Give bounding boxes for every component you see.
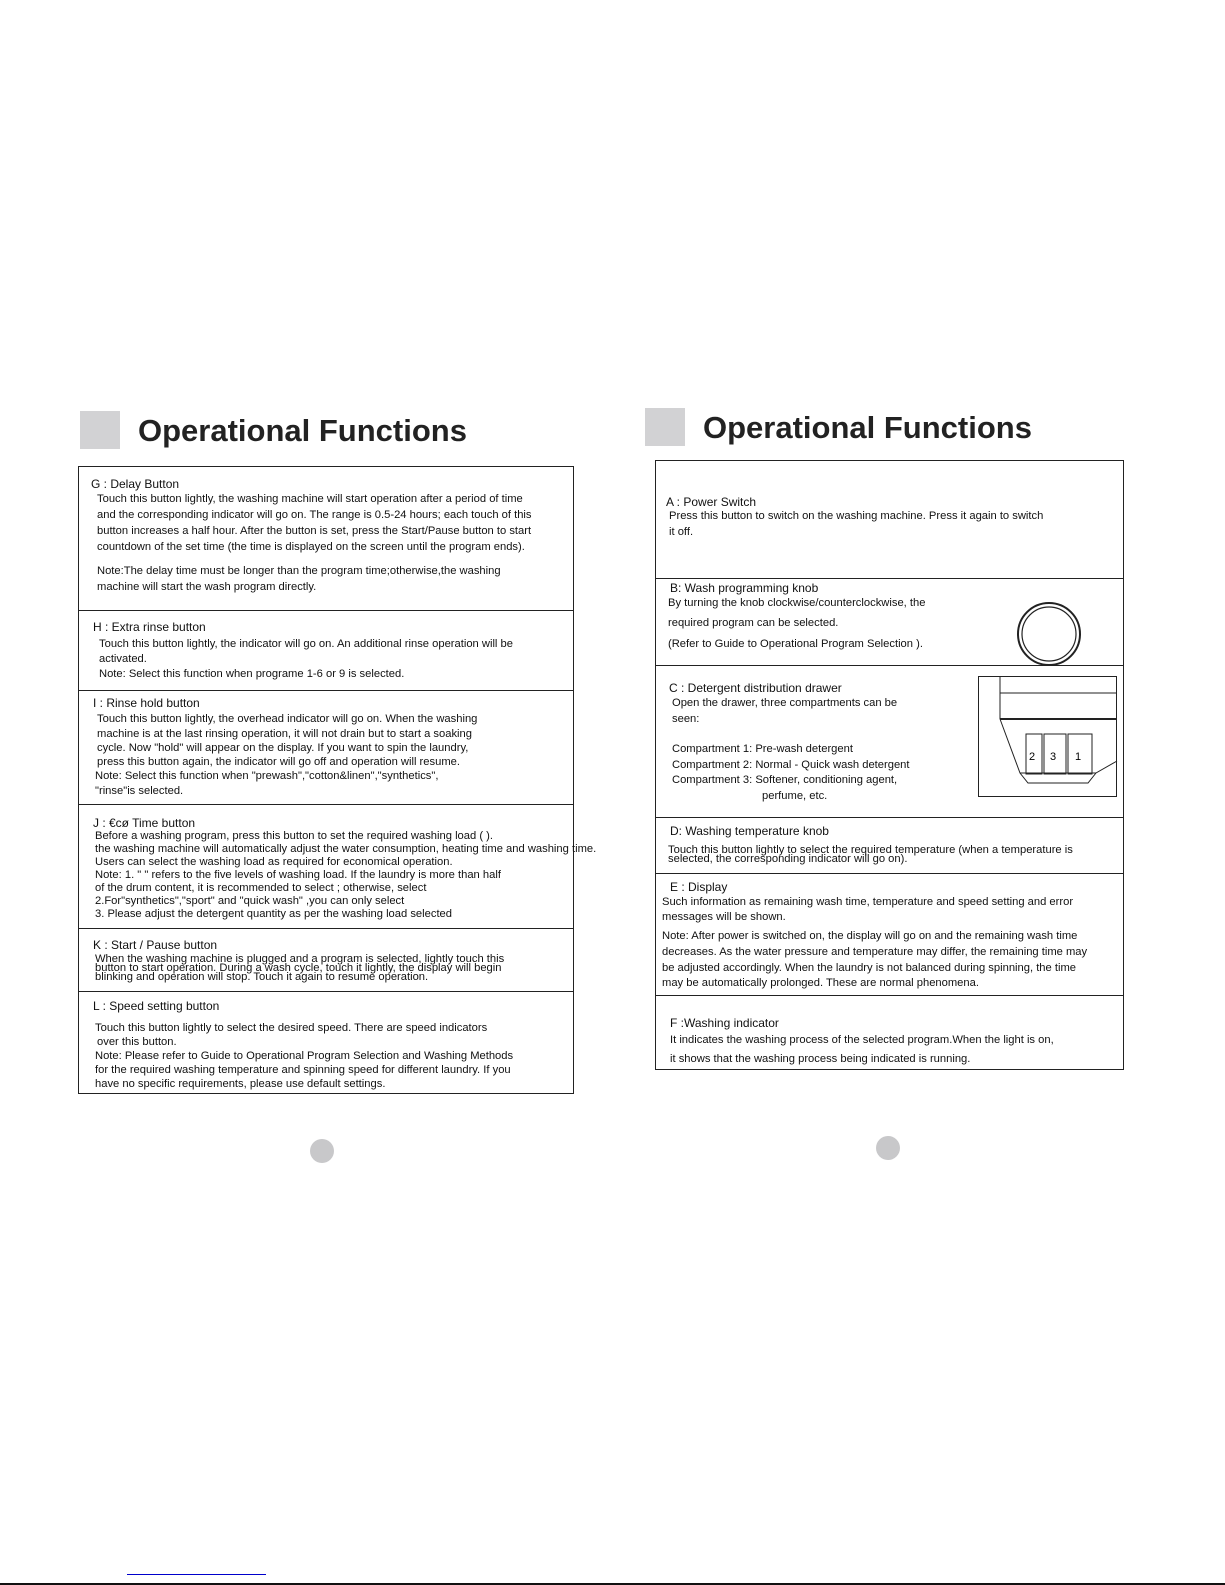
section-text-line: 2.For"synthetics","sport" and "quick wash" ,you can only select (95, 895, 405, 907)
section-heading: E : Display (670, 880, 728, 894)
section-text-line: have no specific requirements, please use default settings. (95, 1078, 386, 1090)
section-text-line: for the required washing temperature and spinning speed for different laundry. If you (95, 1064, 511, 1076)
compartment-label: 3 (1050, 751, 1057, 763)
section-text-line: "rinse"is selected. (95, 785, 184, 797)
section-marker (80, 411, 120, 449)
section-heading: K : Start / Pause button (93, 938, 218, 952)
left-functions-box (78, 466, 597, 1094)
section-text-line: Note: Select this function when programe 1-6 or 9 is selected. (99, 668, 405, 680)
section-text-line: button to start operation. During a wash cycle, touch it lightly, the display will begin (95, 962, 502, 974)
section-text-line: By turning the knob clockwise/counterclockwise, the (668, 597, 926, 609)
section-heading: A : Power Switch (666, 495, 757, 509)
function-section-j (79, 804, 597, 928)
page-title-right: Operational Functions (703, 410, 1032, 445)
section-text-line: Note: Select this function when "prewash","cotton&linen","synthetics", (95, 770, 439, 782)
section-heading: F :Washing indicator (670, 1016, 779, 1030)
compartment-label: 2 (1029, 751, 1036, 763)
program-knob-illustration (1016, 601, 1082, 667)
section-text-line: it off. (669, 526, 694, 538)
section-text-line: Note: Please refer to Guide to Operational Program Selection and Washing Methods (95, 1050, 514, 1062)
section-heading: L : Speed setting button (93, 999, 220, 1013)
section-text-line: Touch this button lightly, the overhead indicator will go on. When the washing (97, 713, 478, 725)
detergent-drawer-illustration (978, 676, 1118, 798)
section-text-line: Touch this button lightly to select the desired speed. There are speed indicators (95, 1022, 488, 1034)
section-text-line: activated. (99, 653, 147, 665)
function-section-a (656, 461, 1123, 578)
section-text-line: Touch this button lightly to select the required temperature (when a temperature is (668, 844, 1073, 856)
section-heading: J : €cø Time button (93, 816, 196, 830)
section-text-line: required program can be selected. (668, 617, 839, 629)
section-text-line: Users can select the washing load as required for economical operation. (95, 856, 453, 868)
section-text-line: messages will be shown. (662, 911, 786, 923)
compartment-label: 1 (1075, 751, 1082, 763)
section-text-line: Open the drawer, three compartments can be (672, 697, 898, 709)
section-heading: C : Detergent distribution drawer (669, 681, 842, 695)
section-text-line: Before a washing program, press this button to set the required washing load ( ). (95, 830, 493, 842)
section-text-line: When the washing machine is plugged and a program is selected, lightly touch this (95, 953, 505, 965)
page-title-left: Operational Functions (138, 413, 467, 448)
section-text-line: Compartment 2: Normal - Quick wash detergent (672, 759, 910, 771)
section-text-line: selected, the corresponding indicator will go on). (668, 853, 908, 865)
footer-link[interactable] (127, 1574, 266, 1575)
right-functions-box (655, 460, 1124, 1070)
section-text-line: and the corresponding indicator will go on. The range is 0.5-24 hours; each touch of this (97, 509, 532, 521)
page-number-dot (876, 1136, 900, 1160)
section-heading: H : Extra rinse button (93, 620, 206, 634)
function-section-h (79, 610, 573, 690)
section-text-line: machine will start the wash program directly. (97, 581, 317, 593)
section-text-line: Touch this button lightly, the indicator will go on. An additional rinse operation will be (99, 638, 513, 650)
function-section-k (79, 928, 573, 991)
section-text-line: Note:The delay time must be longer than the program time;otherwise,the washing (97, 565, 501, 577)
function-section-l (79, 991, 573, 1093)
section-text-line: Note: After power is switched on, the display will go on and the remaining wash time (662, 930, 1078, 942)
section-text-line: (Refer to Guide to Operational Program Selection ). (668, 638, 923, 650)
section-heading: D: Washing temperature knob (670, 824, 829, 838)
section-text-line: be adjusted accordingly. When the laundry is not balanced during spinning, the time (662, 962, 1076, 974)
section-text-line: blinking and operation will stop. Touch it again to resume operation. (95, 971, 429, 983)
function-section-c (656, 665, 1123, 817)
section-text-line: It indicates the washing process of the selected program.When the light is on, (670, 1034, 1054, 1046)
section-text-line: 3. Please adjust the detergent quantity as per the washing load selected (95, 908, 452, 920)
page-number-dot (310, 1139, 334, 1163)
section-text-line: perfume, etc. (762, 790, 828, 802)
section-text-line: button increases a half hour. After the button is set, press the Start/Pause button to start (97, 525, 532, 537)
section-heading: B: Wash programming knob (670, 581, 819, 595)
function-section-d (656, 817, 1123, 873)
section-text-line: cycle. Now "hold" will appear on the display. If you want to spin the laundry, (97, 742, 469, 754)
section-text-line: Compartment 1: Pre-wash detergent (672, 743, 853, 755)
function-section-f (656, 995, 1123, 1069)
section-heading: G : Delay Button (91, 477, 180, 491)
section-text-line: Press this button to switch on the washing machine. Press it again to switch (669, 510, 1044, 522)
section-text-line: decreases. As the water pressure and temperature may differ, the remaining time may (662, 946, 1088, 958)
section-text-line: Note: 1. " " refers to the five levels of washing load. If the laundry is more than half (95, 869, 501, 881)
section-text-line: Touch this button lightly, the washing machine will start operation after a period of time (97, 493, 523, 505)
section-heading: I : Rinse hold button (93, 696, 200, 710)
section-text-line: may be automatically prolonged. These are normal phenomena. (662, 977, 979, 989)
section-text-line: machine is at the last rinsing operation, it will not drain but to start a soaking (97, 728, 472, 740)
section-text-line: of the drum content, it is recommended to select ; otherwise, select (95, 882, 427, 894)
section-text-line: over this button. (97, 1036, 177, 1048)
section-text-line: seen: (672, 713, 700, 725)
function-section-e (656, 873, 1123, 995)
section-text-line: Compartment 3: Softener, conditioning agent, (672, 774, 898, 786)
function-section-b (656, 578, 1123, 665)
section-text-line: press this button again, the indicator will go off and operation will resume. (97, 756, 460, 768)
section-text-line: the washing machine will automatically adjust the water consumption, heating time and washing time. (95, 843, 597, 855)
section-text-line: Such information as remaining wash time, temperature and speed setting and error (662, 896, 1074, 908)
function-section-g (79, 467, 573, 610)
section-text-line: countdown of the set time (the time is displayed on the screen until the program ends). (97, 541, 525, 553)
function-section-i (79, 690, 573, 804)
section-text-line: it shows that the washing process being indicated is running. (670, 1053, 971, 1065)
section-marker (645, 408, 685, 446)
